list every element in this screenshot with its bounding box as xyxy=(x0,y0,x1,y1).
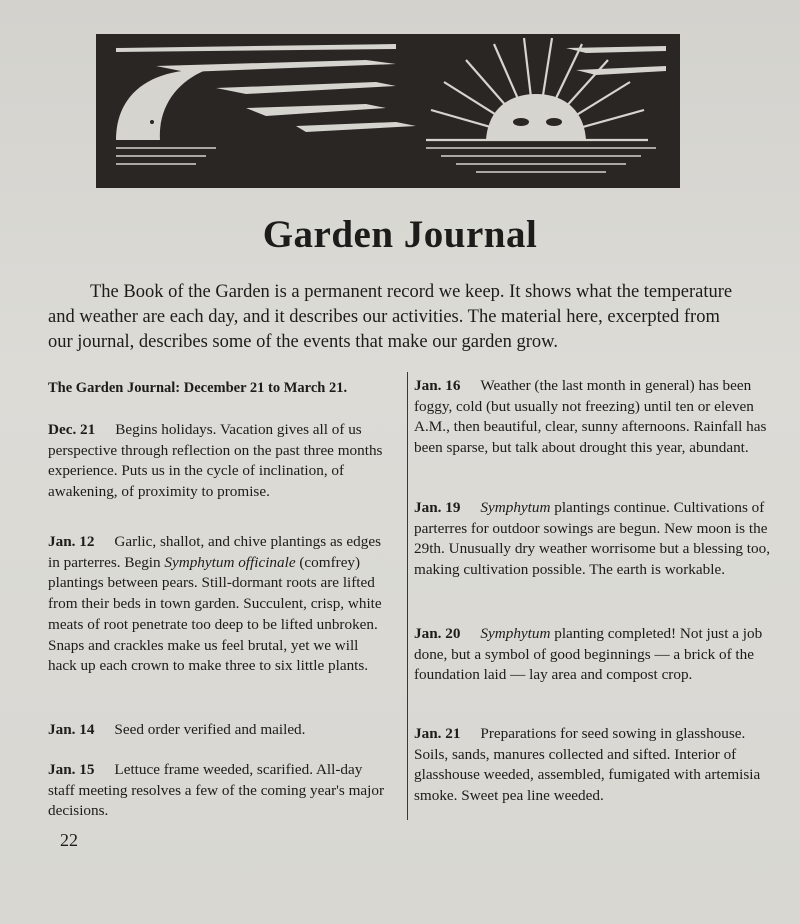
entry-date: Jan. 20 xyxy=(414,625,461,642)
entry-text: Garlic, shallot, and chive plantings as edges in parterres. Begin xyxy=(48,533,381,571)
entry-date: Jan. 14 xyxy=(48,721,95,738)
entry-text: Lettuce frame weeded, scarified. All-day staff meeting resolves a few of the coming year's major decisions. xyxy=(48,761,385,820)
journal-entry xyxy=(414,624,774,686)
page-number: 22 xyxy=(60,830,78,850)
entry-date: Jan. 15 xyxy=(48,761,95,778)
journal-entry xyxy=(414,498,774,581)
entry-text: Preparations for seed sowing in glasshouse. Soils, sands, manures collected and sifted. Interior of glasshouse weeded, assembled, fumigated with artemisia smoke. Sweet pea line weeded. xyxy=(414,725,761,805)
intro-paragraph: The Book of the Garden is a permanent record we keep. It shows what the temperature and weather are each day, and it describes our activities. The material here, excerpted from our journal, describes some of the events that make our garden grow. xyxy=(48,282,733,352)
section-heading: The Garden Journal: December 21 to March 21. xyxy=(48,380,348,396)
journal-entry xyxy=(414,376,774,459)
woodcut-banner-illustration xyxy=(96,30,680,190)
journal-entry xyxy=(48,532,388,677)
entry-italic-term: Symphytum xyxy=(480,625,551,642)
entry-text: Seed order verified and mailed. xyxy=(114,721,306,738)
journal-entry xyxy=(48,760,388,822)
journal-entry xyxy=(414,724,774,807)
entry-italic-term: Symphytum officinale xyxy=(164,553,296,571)
entry-text: Weather (the last month in general) has been foggy, cold (but usually not freezing) until ten or eleven A.M., then beautiful, clear, sunny afternoons. Rainfall has been sparse, but talk about drought this year, abundant. xyxy=(414,377,767,457)
page-title: Garden Journal xyxy=(262,213,538,256)
entry-italic-term: Symphytum xyxy=(480,499,551,516)
entry-date: Jan. 16 xyxy=(414,377,461,394)
journal-entry xyxy=(48,720,388,741)
entry-date: Jan. 19 xyxy=(414,499,461,516)
entry-date: Dec. 21 xyxy=(48,421,96,438)
entry-text: (comfrey) plantings between pears. Still-dormant roots are lifted from their beds in town garden. Succulent, crisp, white meats of root penetrate too deep to be lifted unbroken. Snaps and crackles make us feel brutal, yet we will hack up each crown to make three to six little plants. xyxy=(48,553,382,675)
column-divider xyxy=(407,372,408,820)
entry-date: Jan. 12 xyxy=(48,533,95,550)
entry-text: plantings continue. Cultivations of parterres for outdoor sowings are begun. New moon is the 29th. Unusually dry weather worrisome but a blessing too, making cultivation possible. The earth is workable. xyxy=(414,499,771,579)
entry-date: Jan. 21 xyxy=(414,725,461,742)
entry-text: Begins holidays. Vacation gives all of us perspective through reflection on the past three months experience. Puts us in the cycle of inclination, of awakening, of proximity to promise. xyxy=(48,421,383,501)
entry-text: planting completed! Not just a job done, but a symbol of good beginnings — a brick of the foundation laid — lay area and compost crop. xyxy=(414,625,763,684)
journal-entry xyxy=(48,420,388,503)
